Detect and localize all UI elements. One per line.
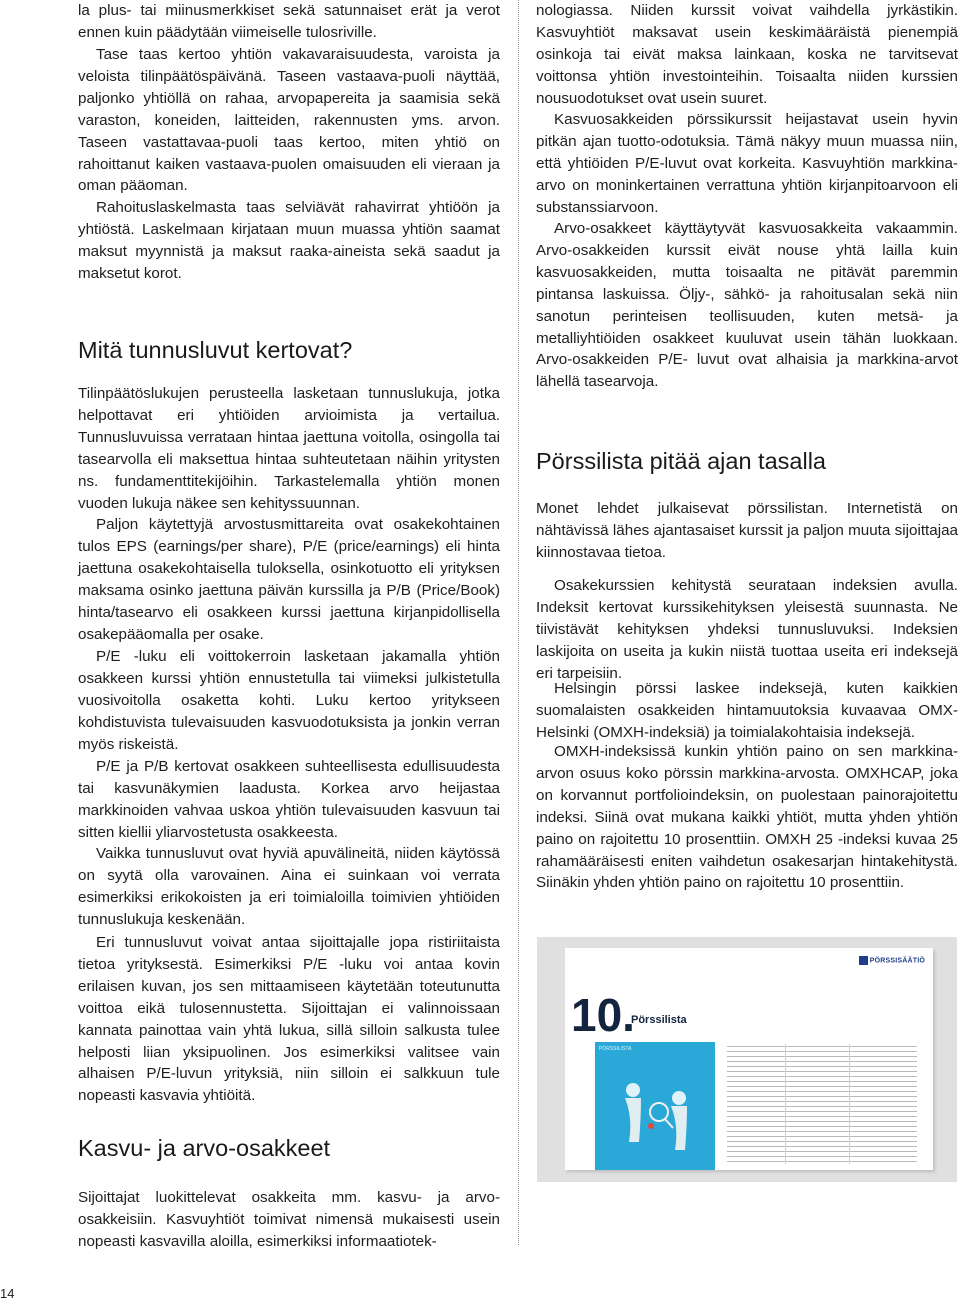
porssilista-figure [537, 937, 957, 1182]
booklet-cover-image [565, 948, 933, 1170]
paragraph: P/E ja P/B kertovat osakkeen suhteellisesta edullisuudesta tai kasvunäkymien laadusta. Korkea arvo heijastaa markkinoiden vahvaa uskoa yhtiön tulevaisuuden kasvuun tai sitten kiellii yliarvostetusta osakkeesta. [78, 758, 500, 841]
paragraph: Paljon käytettyjä arvostusmittareita ovat osakekohtainen tulos EPS (earnings/per share), P/E (price/earnings) eli hinta jaettuna osakekohtaisella tuloksella, osinkotuotto eli yrityksen maksama osinko jaettuna päivän kurssilla ja P/B (Price/Book) hinta/tasearvo eli osakkeen kurssi jaettuna kirjanpidollisella osakepääomalla per osake. [78, 516, 500, 643]
paragraph: Helsingin pörssi laskee indeksejä, kuten kaikkien suomalaisten osakkeiden hintamuutoksia kuvaavaa OMX-Helsinki (OMXH-indeksiä) ja toimialakohtaisia indeksejä. [536, 680, 958, 741]
cover-title: Pörssilista [631, 1014, 687, 1026]
paragraph: nologiassa. Niiden kurssit voivat vaihdella jyrkästikin. Kasvuyhtiöt maksavat usein keskimääräistä pienempiä osinkoja tai eivät maksa lainkaan, koska ne tarvitsevat voittonsa yhtiön investointeihin. Toisaalta niiden kurssien nousuodotukset ovat usein suuret. [536, 2, 958, 107]
paragraph: Osakekurssien kehitystä seurataan indeksien avulla. Indeksit kertovat kurssikehityksen yleisestä suunnasta. Ne tiivistävät kehityksen yhdeksi tunnusluvuksi. Indeksien laskijoita on useita ja kukin niistä tuottaa useita eri indeksejä eri tarpeisiin. [536, 577, 958, 682]
paragraph: la plus- tai miinusmerkkiset sekä satunnaiset erät ja verot ennen kuin päädytään viimeiselle tulosriville. [78, 2, 500, 41]
section-heading: Kasvu- ja arvo-osakkeet [78, 1135, 331, 1161]
cover-number: 10. [571, 989, 635, 1041]
paragraph: Sijoittajat luokittelevat osakkeita mm. kasvu- ja arvo-osakkeisiin. Kasvuyhtiöt toimivat nimensä mukaisesti usein nopeasti kasvavilla aloilla, esimerkiksi informaatiotek- [78, 1189, 500, 1250]
column-divider [518, 0, 519, 1245]
paragraph: Vaikka tunnusluvut ovat hyviä apuvälineitä, niiden käytössä on syytä olla varovainen. Aina ei suinkaan voi verrata esimerkiksi erikokoisten ja eri toimialoilla toimivien yhtiöiden tunnuslukuja keskenään. [78, 845, 500, 928]
listing-table-lines [727, 1044, 917, 1164]
paragraph: Arvo-osakkeet käyttäytyvät kasvuosakkeita vakaammin. Arvo-osakkeiden kurssit eivät nouse yhtä lailla kuin kasvuosakkeiden, mutta toisaalta ne pitävät paremmin pintansa laskuissa. Öljy-, sähkö- ja rahoitusalan sekä niin sanotun perinteisen teollisuuden, kuten metsä- ja metalliyhtiöiden osakkeet kuuluvat usein tähän luokkaan. Arvo-osakkeiden P/E- luvut ovat alhaisia ja markkina-arvot lähellä tasearvoja. [536, 220, 958, 391]
paragraph: Rahoituslaskelmasta taas selviävät rahavirrat yhtiöön ja yhtiöstä. Laskelmaan kirjataan muun muassa yhtiön saamat maksut myynnistä ja maksut raaka-aineista sekä saadut ja maksetut korot. [78, 199, 500, 282]
paragraph: OMXH-indeksissä kunkin yhtiön paino on sen markkina-arvon osuus koko pörssin markkina-arvosta. OMXHCAP, joka on korvannut portfolioindeksin, on puolestaan painorajoitettu indeksi. Siinä ovat mukana kaikki yhtiöt, mutta yhden yhtiön paino on rajoitettu 10 prosenttiin. OMXH 25 -indeksi kuvaa 25 rahamääräisesti eniten vaihdetun osakesarjan hintakehitystä. Siinäkin yhden yhtiön paino on rajoitettu 10 prosenttiin. [536, 743, 958, 892]
logo-text: PÖRSSISÄÄTIÖ [869, 957, 925, 965]
page-number: 14 [0, 1286, 15, 1301]
paragraph: Eri tunnusluvut voivat antaa sijoittajalle jopa ristiriitaista tietoa yrityksestä. Esimerkiksi P/E -luku voi antaa kovin erilaisen kuvan, jos sen mittaamiseen käytetään toteutunutta voittoa eikä tulosennustetta. Sijoittajan ei valinnoissaan kannata painottaa vain yhtä lukua, sillä silloin salkusta tulee helposti liian yksipuolinen. Jos esimerkiksi valitsee vain alhaisen P/E-luvun yrityksiä, niin silloin ei salkkuun tule nopeasti kasvavia yhtiöitä. [78, 934, 500, 1105]
section-heading: Pörssilista pitää ajan tasalla [536, 448, 826, 474]
paragraph: Kasvuosakkeiden pörssikurssit heijastavat usein hyvin pitkän ajan tuotto-odotuksia. Tämä näkyy muun muassa niin, että yhtiöiden P/E-luvut ovat korkeita. Kasvuyhtiön markkina-arvo on moninkertainen verrattuna yhtiön kirjanpitoarvoon eli substanssiarvoon. [536, 111, 958, 216]
paragraph: Monet lehdet julkaisevat pörssilistan. Internetistä on nähtävissä lähes ajantasaiset kurssit ja paljon muuta sijoittajaa kiinnostavaa tietoa. [536, 500, 958, 561]
foundation-logo [859, 956, 925, 965]
paragraph: Tilinpäätöslukujen perusteella lasketaan tunnuslukuja, jotka helpottavat eri yhtiöiden arvioimista ja vertailua. Tunnusluvuissa verrataan hintaa jaettuna voitolla, osingolla tai tasearvolla eli maksettua hintaa suhteutetaan näihin yritysten ns. fundamenttitekijöihin. Tarkastelemalla yhtiön monen vuoden lukuja näkee sen kehityssuunnan. [78, 385, 500, 512]
poster-caption: PÖRSSILISTA [599, 1046, 632, 1052]
section-heading: Mitä tunnusluvut kertovat? [78, 337, 353, 363]
paragraph: Tase taas kertoo yhtiön vakavaraisuudesta, varoista ja veloista tilinpäätöspäivänä. Taseen vastaava-puoli näyttää, paljonko yhtiöllä on rahaa, arvopapereita ja saamisia sekä varaston, koneiden, laitteiden, rakennusten yms. arvon. Taseen vastattavaa-puoli taas kertoo, miten yhtiö on rahoittanut kaiken vastaava-puolen omaisuuden eli vieraan ja oman pääoman. [78, 46, 500, 195]
figure-illustration-icon [595, 1042, 715, 1170]
logo-mark-icon [859, 956, 868, 965]
cover-illustration [595, 1042, 715, 1170]
paragraph: P/E -luku eli voittokerroin lasketaan jakamalla yhtiön osakkeen kurssi yhtiön ennustetulla tai viimeksi julkistetulla vuosivoitolla osaketta kohti. Luku kertoo yritykseen kohdistuvista tulevaisuuden kasvuodotuksista ja jonkin verran myös riskeistä. [78, 648, 500, 753]
